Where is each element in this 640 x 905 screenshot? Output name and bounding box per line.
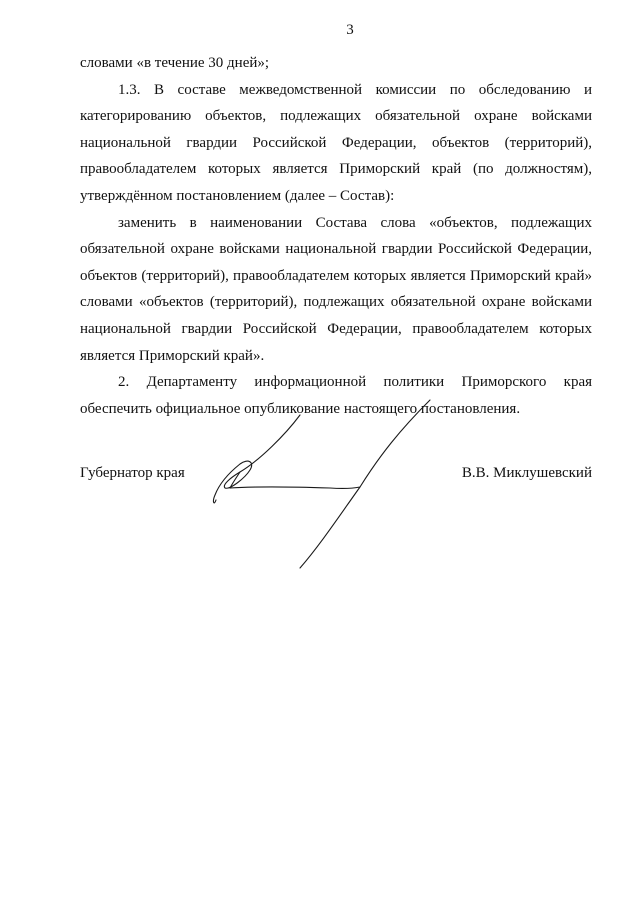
paragraph-replace-clause: заменить в наименовании Состава слова «объектов, подлежащих обязательной охране войсками национальной гвардии Российской Федерации, объектов (территорий), правообладателем которых является Приморский край» словами «объектов (территорий), подлежащих обязательной охране войсками национальной гвардии Российской Федерации, правообладателем которых является Приморский край». — [80, 214, 592, 364]
signatory-title: Губернатор края — [80, 465, 185, 481]
handwritten-signature — [200, 400, 460, 575]
signatory-name: В.В. Миклушевский — [461, 465, 592, 481]
page-number: 3 — [346, 22, 354, 38]
paragraph-item-2: 2. Департаменту информационной политики Приморского края обеспечить официальное опубликование настоящего постановления. — [80, 374, 592, 417]
paragraph-continuation: словами «в течение 30 дней»; — [80, 55, 270, 71]
document-body — [80, 50, 592, 422]
paragraph-item-1-3: 1.3. В составе межведомственной комиссии по обследованию и категорированию объектов, подлежащих обязательной охране войсками национальной гвардии Российской Федерации, объектов (территорий), правообладателем которых является Приморский край (по должностям), утверждённом постановлением (далее – Состав): — [80, 81, 592, 204]
